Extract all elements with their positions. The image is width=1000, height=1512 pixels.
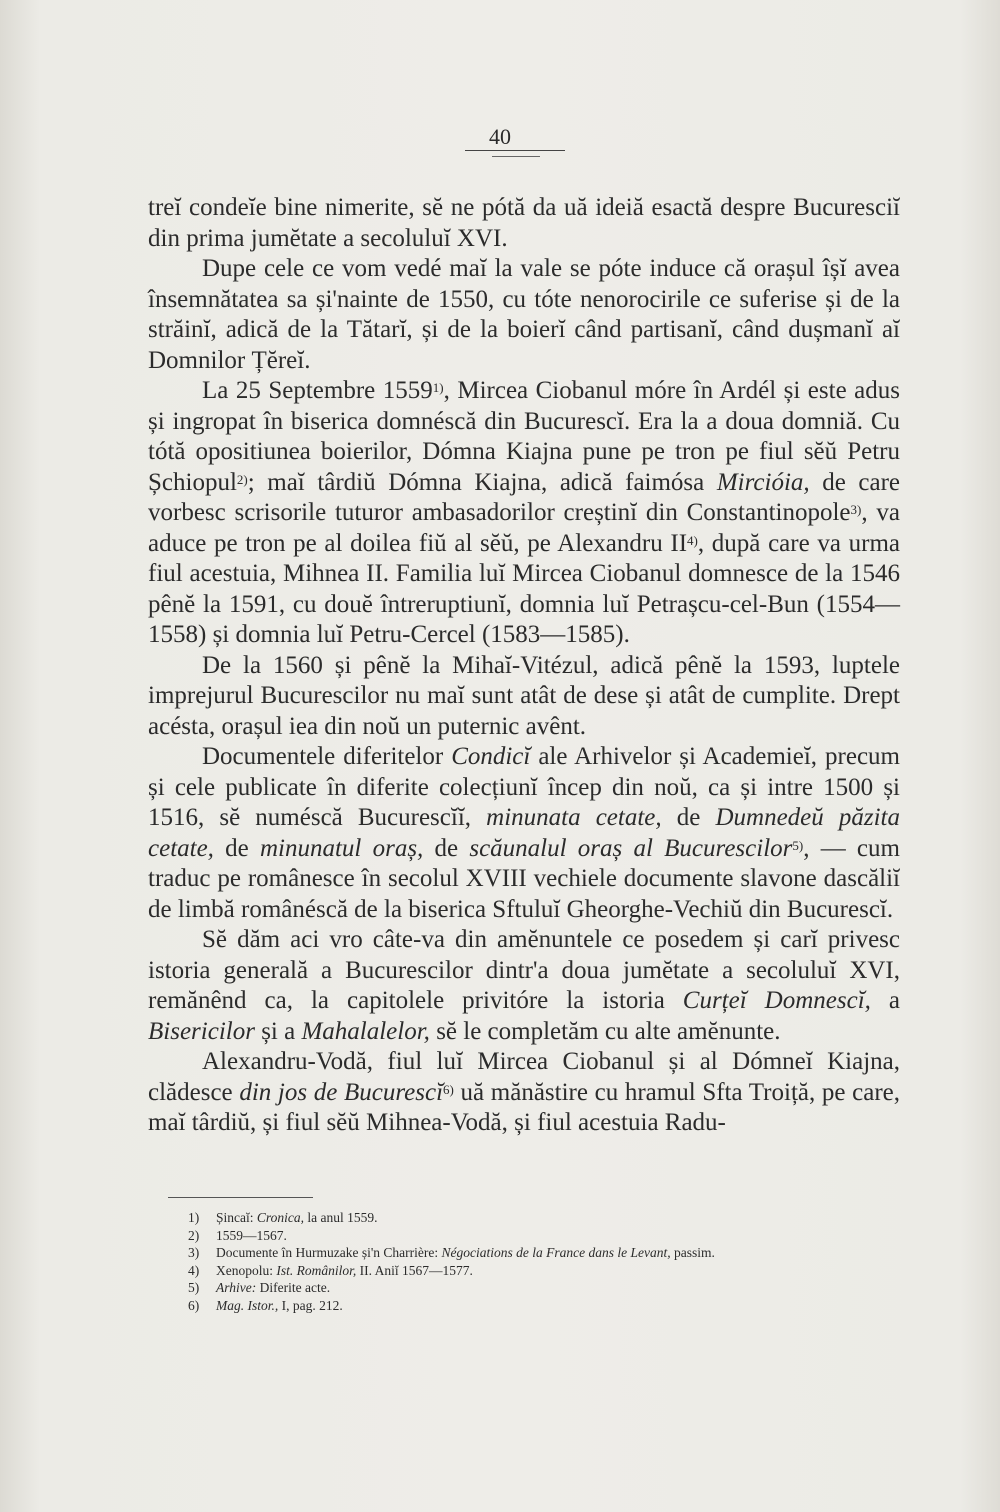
text-run: la anul 1559.: [304, 1210, 378, 1225]
footnote-ref: 6): [443, 1081, 454, 1097]
footnote: [168, 1262, 910, 1280]
text-run: Xenopolu:: [216, 1262, 277, 1278]
italic-text: Cronica,: [256, 1210, 304, 1225]
text-run: ale Arhivelor și Academieĭ, precum și cele publicate în diferite colecțiunĭ încep din noŭ, ca și intre 1500 și 1516, sĕ numéscă Bucurescĭĭ,: [148, 743, 900, 831]
text-run: , Mircea Ciobanul móre în Ardél și este adus și ingropat în biserica domnéscă din Bucurescĭ. Era la a doua domniă. Cu tótă opositiunea boierilor, Dómna Kiajna pune pe tron pe fiul sĕŭ Petru Șchiopul: [148, 377, 900, 496]
text-run: a: [870, 987, 900, 1014]
footnotes: [168, 1209, 910, 1315]
text-run: sĕ le completăm cu alte amĕnunte.: [429, 1017, 781, 1045]
text-run: I, pag. 212.: [278, 1297, 343, 1313]
paragraph: [148, 651, 900, 743]
paragraph: [148, 376, 900, 651]
footnote-ref: 1): [432, 380, 444, 395]
text-run: 1559—1567.: [216, 1227, 287, 1243]
italic-text: Mircióia,: [716, 468, 810, 496]
italic-text: Négociations de la France dans le Levant,: [441, 1245, 671, 1261]
footnote: [168, 1227, 910, 1245]
italic-text: Mahalalelor,: [301, 1017, 430, 1045]
text-run: de: [213, 834, 260, 862]
italic-text: Mag. Istor.,: [216, 1297, 279, 1313]
italic-text: Arhive:: [216, 1280, 257, 1296]
footnote-ref: 2): [236, 471, 248, 487]
paragraph: [148, 925, 900, 1047]
text-run: de: [661, 804, 716, 831]
page-number-rule: [465, 150, 565, 151]
italic-text: Curțeĭ Domnescĭ,: [682, 987, 871, 1014]
italic-text: Bisericilor: [148, 1017, 255, 1045]
page-number-rule-short: [492, 156, 540, 157]
footnote-number: 1): [188, 1210, 200, 1225]
text-run: Șincaĭ:: [216, 1210, 257, 1225]
text-run: uă mănăstire cu hramul Sfta Troiță, pe care, maĭ târdiŭ, și fiul sĕŭ Mihnea-Vodă, și fiul acestuia Radu-: [148, 1078, 901, 1136]
text-run: II. Aniĭ 1567—1577.: [356, 1262, 473, 1278]
paragraph: [148, 742, 900, 925]
footnote-number: 3): [188, 1245, 200, 1261]
footnote-ref: 5): [792, 837, 804, 853]
footnote-number: 6): [188, 1297, 200, 1313]
footnote-rule: [168, 1197, 313, 1198]
text-run: Dupe cele ce vom vedé maĭ la vale se póte induce că orașul îșĭ avea însemnătatea sa și'nainte de 1550, cu tóte nenorocirile ce suferise și de la străinĭ, adică de la Tătarĭ, și de la boierĭ când partisanĭ, când dușmanĭ aĭ Domnilor Țĕreĭ.: [148, 255, 900, 374]
text-run: Sĕ dăm aci vro câte-va din amĕnuntele ce posedem și carĭ privesc istoria generală a Bucurescilor dintr'a doua jumĕtate a secoluluĭ XVI, remănênd ca, la capitolele privitóre la istoria: [148, 926, 900, 1014]
page-number: 40: [489, 124, 511, 149]
footnote: [168, 1297, 910, 1315]
footnote: [168, 1279, 910, 1297]
italic-text: minunata cetate,: [486, 804, 662, 831]
italic-text: minunatul oraș,: [259, 834, 424, 862]
italic-text: Condicĭ: [451, 743, 531, 770]
footnote-ref: 3): [850, 502, 862, 517]
text-run: treĭ condeĭe bine nimerite, sĕ ne pótă da uă ideiă esactă despre Bucuresciĭ din prima jumĕtate a secoluluĭ XVI.: [148, 194, 900, 252]
footnote-number: 5): [188, 1280, 200, 1296]
text-run: ; maĭ târdiŭ Dómna Kiajna, adică faimósa: [247, 468, 717, 496]
text-run: și a: [254, 1017, 302, 1045]
text-run: La 25 Septembre 1559: [202, 377, 433, 404]
body-text: [148, 193, 900, 1139]
text-run: Documente în Hurmuzake și'n Charrière:: [216, 1245, 442, 1261]
paragraph: [148, 1047, 900, 1139]
text-run: de care vorbesc scrisorile tuturor ambasadorilor creștinĭ din Constantinopole: [148, 468, 900, 526]
text-run: Diferite acte.: [256, 1280, 331, 1296]
footnote-ref: 4): [687, 532, 698, 548]
italic-text: Ist. Românilor,: [276, 1262, 357, 1278]
text-run: Documentele diferitelor: [202, 743, 452, 770]
footnote-number: 2): [188, 1227, 200, 1243]
text-run: passim.: [670, 1245, 715, 1261]
footnote-number: 4): [188, 1262, 200, 1278]
text-run: de: [423, 834, 470, 862]
italic-text: scăunalul oraș al Bucurescilor: [469, 834, 793, 862]
paragraph: [148, 193, 900, 254]
footnote: [168, 1244, 910, 1262]
text-run: De la 1560 și pênĕ la Mihaĭ-Vitézul, adică pênĕ la 1593, luptele imprejurul Bucurescilor nu maĭ sunt atât de dese și atât de cumplite. Drept acésta, orașul iea din noŭ un puternic avênt.: [148, 651, 900, 740]
text-run: , va aduce pe tron pe al doilea fiŭ al sĕŭ, pe Alexandru II: [148, 499, 900, 557]
text-run: Alexandru-Vodă, fiul luĭ Mircea Ciobanul și al Dómneĭ Kiajna, clădesce: [148, 1048, 900, 1106]
paragraph: [148, 254, 900, 376]
text-run: , după care va urma fiul acestuia, Mihnea II. Familia luĭ Mircea Ciobanul domnesce de la 1546 pênĕ la 1591, cu douĕ întreruptiunĭ, domnia luĭ Petrașcu-cel-Bun (1554—1558) și domnia luĭ Petru-Cercel (1583—1585).: [148, 529, 900, 648]
footnote: [168, 1209, 910, 1227]
text-run: , — cum traduc pe românesce în secolul XVIII vechiele documente slavone dascăliĭ de limbă românéscă de la biserica Sftuluĭ Gheorghe-Vechiŭ din Bucurescĭ.: [148, 834, 900, 923]
italic-text: din jos de Bucurescĭ: [239, 1078, 444, 1106]
italic-text: Dumnedeŭ păzita cetate,: [148, 804, 900, 862]
